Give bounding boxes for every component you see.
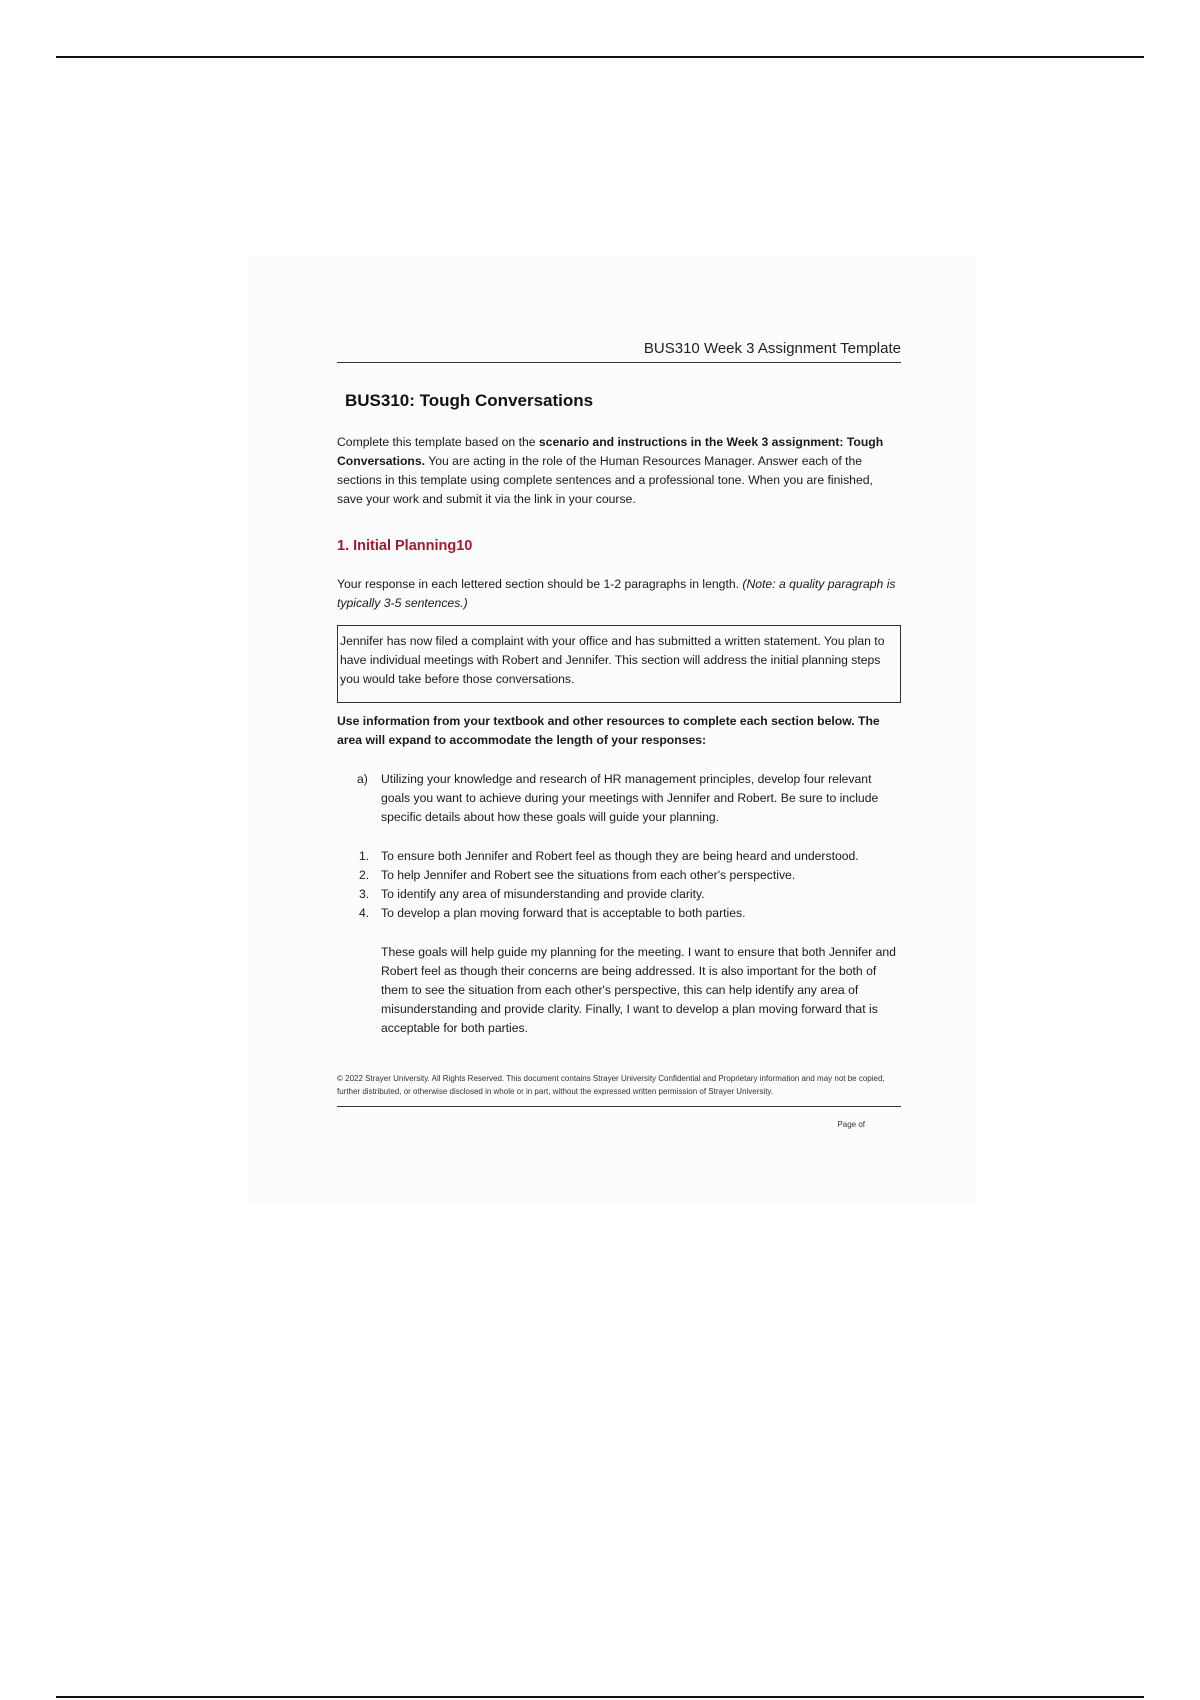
section-heading: 1. Initial Planning10 — [337, 538, 473, 554]
list-item — [337, 885, 901, 904]
list-item — [337, 904, 901, 923]
item-a-text: Utilizing your knowledge and research of HR management principles, develop four relevant goals you want to achieve during your meetings with Jennifer and Robert. Be sure to include specific details about how these goals will guide your planning. — [381, 772, 879, 824]
page-bottom-rule — [56, 1696, 1144, 1698]
instruction-text: Use information from your textbook and other resources to complete each section below. The area will expand to accommodate the length of your responses: — [337, 714, 880, 747]
list-number: 3. — [359, 887, 370, 901]
list-item-text: To develop a plan moving forward that is acceptable to both parties. — [381, 906, 746, 920]
list-item-text: To help Jennifer and Robert see the situations from each other's perspective. — [381, 868, 796, 882]
intro-text-1: Complete this template based on the — [337, 435, 539, 449]
list-item — [337, 847, 901, 866]
item-marker: a) — [357, 772, 368, 786]
goals-list — [337, 847, 901, 923]
list-number: 2. — [359, 868, 370, 882]
prompt-item-a — [337, 770, 901, 827]
length-note-text: Your response in each lettered section should be 1-2 paragraphs in length. — [337, 577, 743, 591]
length-note-italic: (Note: a quality paragraph is typically 3-5 sentences.) — [337, 577, 896, 610]
length-note — [337, 575, 901, 613]
document-content — [337, 338, 901, 1134]
page-top-rule — [56, 56, 1144, 58]
intro-paragraph — [337, 433, 901, 509]
copyright-footer: © 2022 Strayer University. All Rights Reserved. This document contains Strayer University Confidential and Proprietary information and may not be copied, further distributed, or otherwise disclosed in whole or in part, without the expressed written permission of Strayer University. — [337, 1072, 901, 1107]
goals-explanation: These goals will help guide my planning for the meeting. I want to ensure that both Jennifer and Robert feel as though their concerns are being addressed. It is also important for the both of them to see the situation from each other's perspective, this can help identify any area of misunderstanding and provide clarity. Finally, I want to develop a plan moving forward that is acceptable for both parties. — [381, 945, 896, 1035]
scenario-box: Jennifer has now filed a complaint with your office and has submitted a written statement. You plan to have individual meetings with Robert and Jennifer. This section will address the initial planning steps you would take before those conversations. — [337, 625, 901, 703]
list-number: 1. — [359, 849, 370, 863]
running-header: BUS310 Week 3 Assignment Template — [337, 338, 901, 363]
intro-bold-text: scenario and instructions in the Week 3 assignment: Tough Conversations. — [337, 435, 884, 468]
list-item-text: To ensure both Jennifer and Robert feel as though they are being heard and understood. — [381, 849, 859, 863]
intro-text-2: You are acting in the role of the Human Resources Manager. Answer each of the sections in this template using complete sentences and a professional tone. When you are finished, save your work and submit it via the link in your course. — [337, 454, 873, 506]
list-item — [337, 866, 901, 885]
list-number: 4. — [359, 906, 370, 920]
document-title: BUS310: Tough Conversations — [345, 391, 594, 410]
list-item-text: To identify any area of misunderstanding and provide clarity. — [381, 887, 705, 901]
page-number-label: Page of — [837, 1120, 865, 1129]
